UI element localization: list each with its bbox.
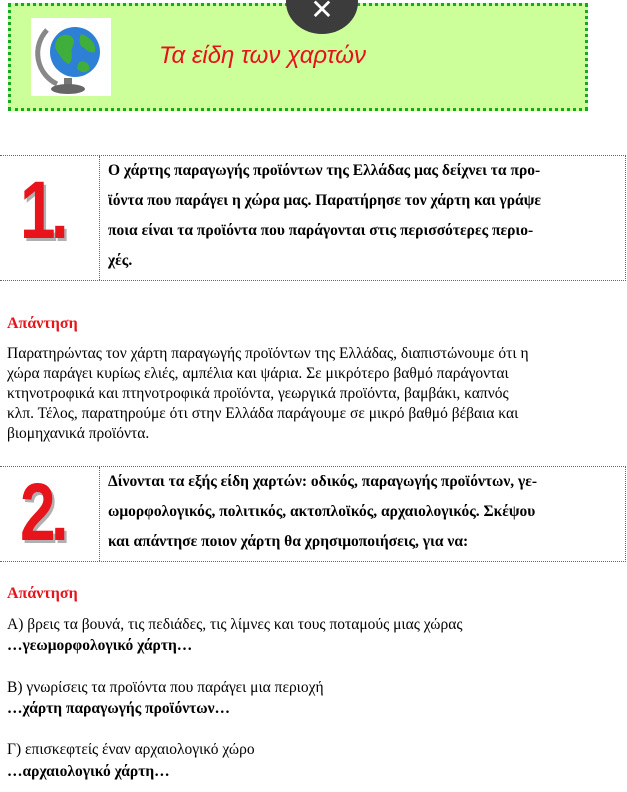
question-line: ωμορφολογικός, πολιτικός, ακτοπλοϊκός, αρχαιολογικός. Σκέψου <box>108 503 536 520</box>
question-1-number-cell <box>0 156 100 280</box>
close-icon: ✕ <box>310 0 334 26</box>
question-2-number: 2. <box>20 467 64 558</box>
question-2-text <box>108 471 617 561</box>
answer-2-label: Απάντηση <box>7 585 78 602</box>
question-line: και απάντησε ποιον χάρτη θα χρησιμοποιήσεις, για να: <box>108 533 469 550</box>
question-line: ποια είναι τα προϊόντα που παράγονται στις περισσότερες περιο- <box>108 222 534 239</box>
answer-2a-question: Α) βρεις τα βουνά, τις πεδιάδες, τις λίμνες και τους ποταμούς μιας χώρας <box>7 616 463 633</box>
answer-1-text <box>7 344 619 444</box>
answer-line: κλπ. Τέλος, παρατηρούμε ότι στην Ελλάδα παράγουμε σε μικρό βαθμό βέβαια και <box>7 405 519 422</box>
answer-line: κτηνοτροφικά και πτηνοτροφικά προϊόντα, γεωργικά προϊόντα, βαμβάκι, καπνός <box>7 385 509 402</box>
answer-1-label: Απάντηση <box>7 315 78 332</box>
globe-icon <box>31 18 111 96</box>
question-1-text <box>108 160 617 280</box>
answer-2a-answer: …γεωμορφολογικό χάρτη… <box>7 637 193 654</box>
question-1-box <box>0 155 626 281</box>
question-2-number-cell <box>0 467 100 561</box>
answer-line: Παρατηρώντας τον χάρτη παραγωγής προϊόντων της Ελλάδας, διαπιστώνουμε ότι η <box>7 345 529 362</box>
answer-2c-question: Γ) επισκεφτείς έναν αρχαιολογικό χώρο <box>7 741 255 758</box>
question-line: ϊόντα που παράγει η χώρα μας. Παρατήρησε τον χάρτη και γράψε <box>108 192 541 209</box>
answer-line: χώρα παράγει κυρίως ελιές, αμπέλια και ψάρια. Σε μικρότερο βαθμό παράγονται <box>7 365 509 382</box>
answer-line: βιομηχανικά προϊόντα. <box>7 425 150 442</box>
question-1-number: 1. <box>20 165 64 256</box>
page-title: Τα είδη των χαρτών <box>159 42 366 69</box>
question-line: χές. <box>108 252 133 269</box>
answer-2b-answer: …χάρτη παραγωγής προϊόντων… <box>7 700 231 717</box>
question-line: Δίνονται τα εξής είδη χαρτών: οδικός, παραγωγής προϊόντων, γε- <box>108 473 538 490</box>
answer-2b-question: Β) γνωρίσεις τα προϊόντα που παράγει μια περιοχή <box>7 679 324 696</box>
answer-2c-answer: …αρχαιολογικό χάρτη… <box>7 763 170 780</box>
question-line: Ο χάρτης παραγωγής προϊόντων της Ελλάδας μας δείχνει τα προ- <box>108 162 541 179</box>
question-2-box <box>0 466 626 562</box>
